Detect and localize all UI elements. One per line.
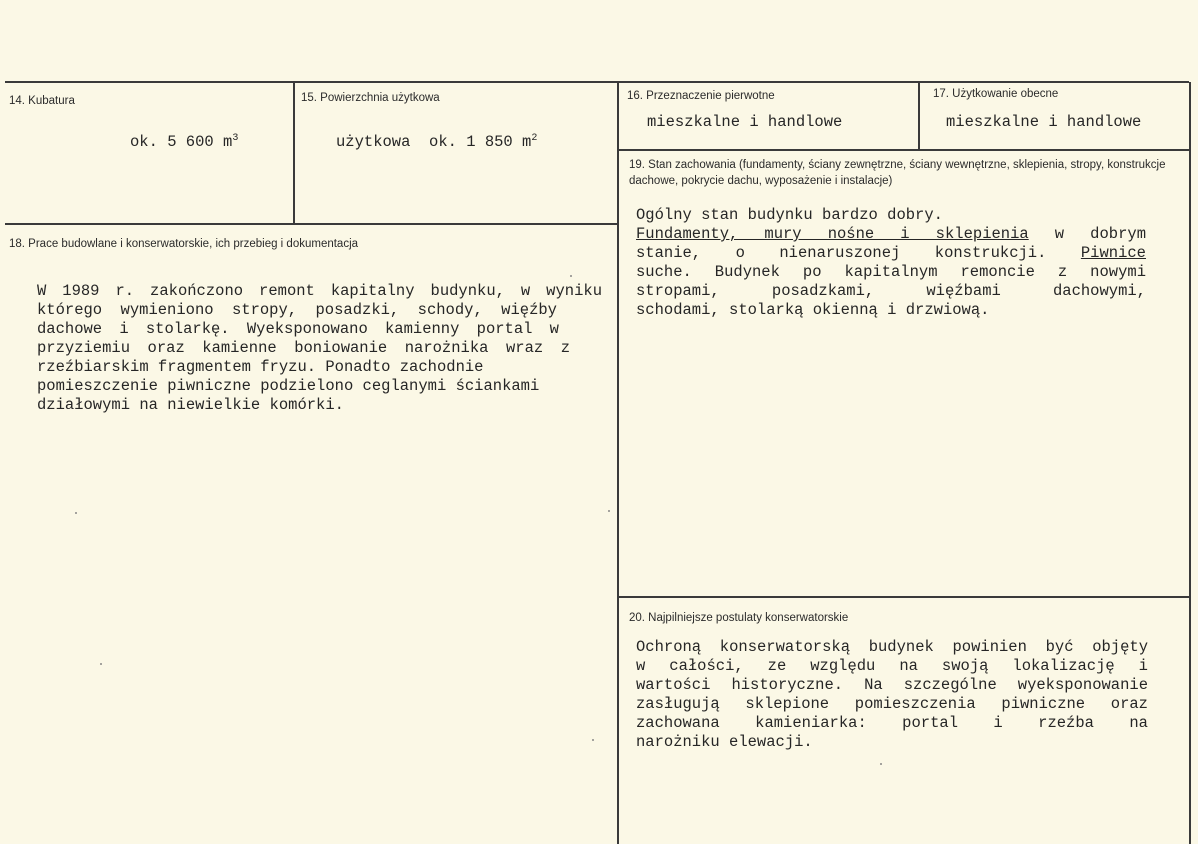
- field-19-line2-rest: w dobrym: [1028, 225, 1146, 243]
- field-19-underlined-structure: Fundamenty, mury nośne i sklepienia: [636, 225, 1029, 243]
- field-19-line: suche. Budynek po kapitalnym remoncie z nowymi: [636, 263, 1146, 281]
- row1-bottom-right: [617, 149, 1189, 151]
- field-19-line: schodami, stolarką okienną i drzwiową.: [636, 301, 990, 319]
- field-15-unit-exponent: 2: [531, 133, 538, 144]
- field-18-label: 18. Prace budowlane i konserwatorskie, ich przebieg i dokumentacja: [9, 238, 359, 250]
- field-14-label: 14. Kubatura: [9, 95, 75, 107]
- divider-16-17: [918, 82, 920, 150]
- top-border: [5, 81, 1189, 83]
- field-20-line: wartości historyczne. Na szczególne wyeksponowanie: [636, 676, 1148, 694]
- field-19-label: 19. Stan zachowania (fundamenty, ściany zewnętrzne, ściany wewnętrzne, sklepienia, stropy, konstrukcje dachowe, pokrycie dachu, wyposażenie i instalacje): [629, 159, 1166, 187]
- field-16-label: 16. Przeznaczenie pierwotne: [627, 90, 775, 102]
- field-15-value-text: użytkowa ok. 1 850 m: [336, 133, 532, 151]
- field-19-line3-text: stanie, o nienaruszonej konstrukcji.: [636, 244, 1081, 262]
- field-18-line: pomieszczenie piwniczne podzielono ceglanymi ściankami: [37, 377, 540, 395]
- field-20-label: 20. Najpilniejsze postulaty konserwatorskie: [629, 612, 849, 624]
- field-20-line: narożniku elewacji.: [636, 733, 813, 751]
- field-19-line: [636, 225, 1146, 244]
- field-19-line: [636, 244, 1146, 263]
- paper-speck: [608, 510, 610, 512]
- paper-speck: [75, 512, 77, 514]
- field-19-text: [636, 206, 1146, 320]
- field-18-line: którego wymieniono stropy, posadzki, schody, więźby: [37, 301, 557, 319]
- field-18-line: przyziemiu oraz kamienne boniowanie narożnika wraz z: [37, 339, 570, 357]
- paper-speck: [880, 763, 882, 765]
- field-16-value: mieszkalne i handlowe: [647, 113, 843, 131]
- field-18-line: rzeźbiarskim fragmentem fryzu. Ponadto zachodnie: [37, 358, 484, 376]
- field-14-unit-exponent: 3: [232, 133, 239, 144]
- divider-14-15: [293, 82, 295, 224]
- field-18-text: [37, 282, 602, 415]
- field-20-line: zachowana kamieniarka: portal i rzeźba na: [636, 714, 1148, 732]
- row1-bottom-left: [5, 223, 617, 225]
- field-18-line: dachowe i stolarkę. Wyeksponowano kamienny portal w: [37, 320, 559, 338]
- paper-speck: [100, 663, 102, 665]
- field-17-value: mieszkalne i handlowe: [946, 113, 1142, 131]
- paper-speck: [592, 739, 594, 741]
- main-vertical-divider: [617, 82, 619, 844]
- field-19-underlined-cellars: Piwnice: [1080, 244, 1146, 262]
- field-20-line: w całości, ze względu na swoją lokalizację i: [636, 657, 1148, 675]
- field-19-line: stropami, posadzkami, więźbami dachowymi,: [636, 282, 1146, 300]
- field-15-label: 15. Powierzchnia użytkowa: [301, 92, 440, 104]
- field-20-line: zasługują sklepione pomieszczenia piwniczne oraz: [636, 695, 1148, 713]
- field-14-value: [130, 133, 238, 152]
- field-17-label: 17. Użytkowanie obecne: [933, 88, 1059, 100]
- section-20-top: [619, 596, 1189, 598]
- field-15-value: [336, 133, 537, 152]
- paper-speck: [570, 275, 572, 277]
- field-20-text: [636, 638, 1148, 752]
- field-18-line: działowymi na niewielkie komórki.: [37, 396, 344, 414]
- field-14-value-text: ok. 5 600 m: [130, 133, 233, 151]
- field-18-line: W 1989 r. zakończono remont kapitalny budynku, w wyniku: [37, 282, 602, 300]
- field-20-line: Ochroną konserwatorską budynek powinien być objęty: [636, 638, 1148, 656]
- right-border: [1189, 82, 1191, 844]
- field-19-line: Ogólny stan budynku bardzo dobry.: [636, 206, 943, 224]
